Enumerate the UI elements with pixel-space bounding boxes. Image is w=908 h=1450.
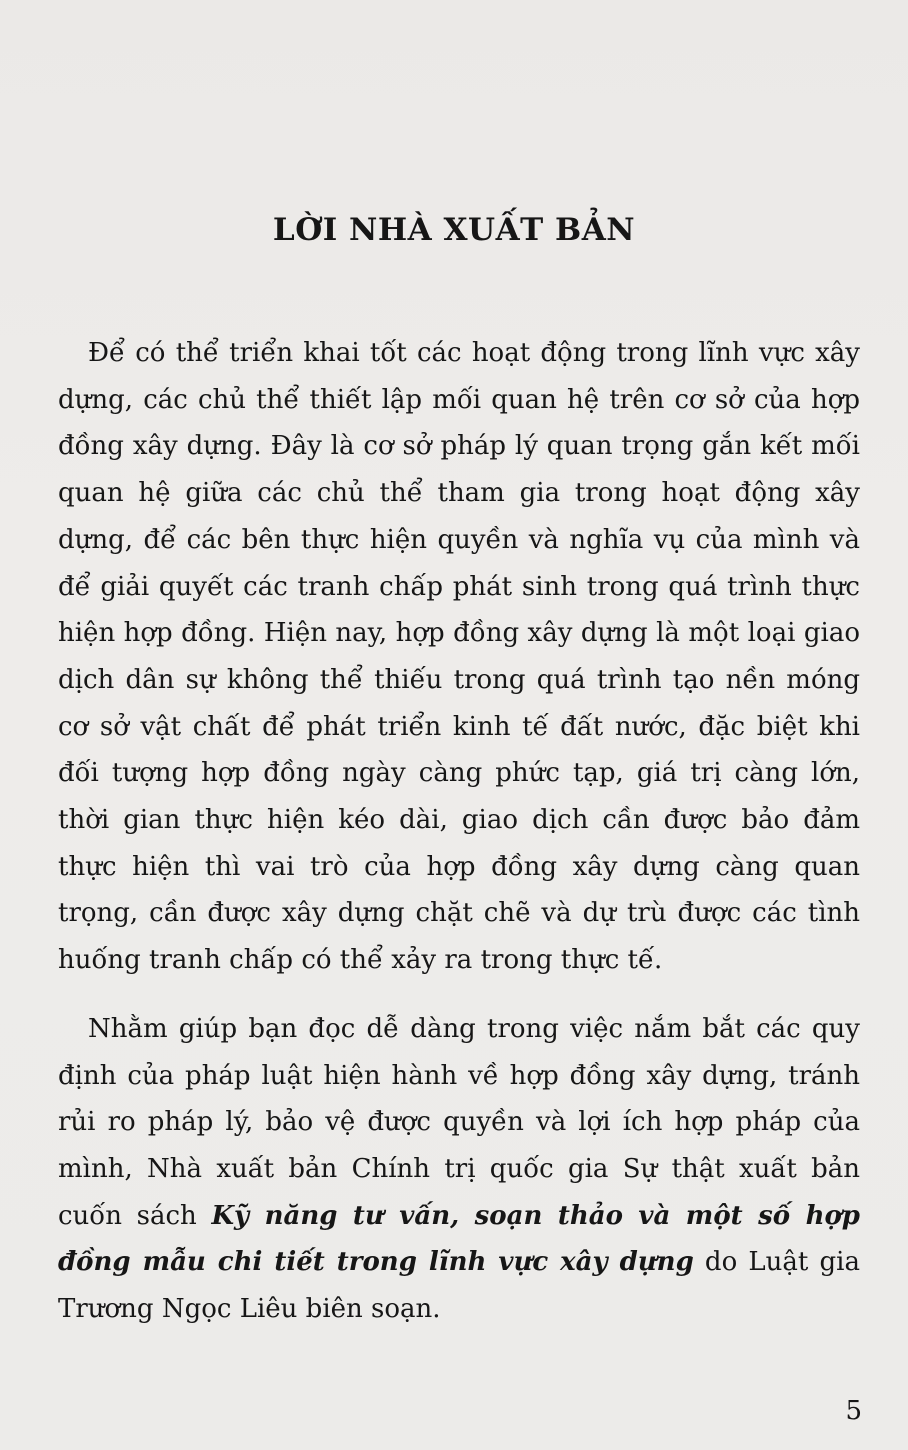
- paragraph-2-before: Nhằm giúp bạn đọc dễ dàng trong việc nắm bắt các quy định của pháp luật hiện hành về hợp đồng xây dựng, tránh rủi ro pháp lý, bảo vệ được quyền và lợi ích hợp pháp của mình, Nhà xuất bản Chính trị quốc gia Sự thật xuất bản cuốn sách: [58, 1013, 860, 1231]
- paragraph-2: [58, 1006, 860, 1333]
- paragraph-1: Để có thể triển khai tốt các hoạt động trong lĩnh vực xây dựng, các chủ thể thiết lập mối quan hệ trên cơ sở của hợp đồng xây dựng. Đây là cơ sở pháp lý quan trọng gắn kết mối quan hệ giữa các chủ thể tham gia trong hoạt động xây dựng, để các bên thực hiện quyền và nghĩa vụ của mình và để giải quyết các tranh chấp phát sinh trong quá trình thực hiện hợp đồng. Hiện nay, hợp đồng xây dựng là một loại giao dịch dân sự không thể thiếu trong quá trình tạo nền móng cơ sở vật chất để phát triển kinh tế đất nước, đặc biệt khi đối tượng hợp đồng ngày càng phức tạp, giá trị càng lớn, thời gian thực hiện kéo dài, giao dịch cần được bảo đảm thực hiện thì vai trò của hợp đồng xây dựng càng quan trọng, cần được xây dựng chặt chẽ và dự trù được các tình huống tranh chấp có thể xảy ra trong thực tế.: [58, 338, 860, 976]
- book-title-emphasis: Kỹ năng tư vấn, soạn thảo và một số hợp đồng mẫu chi tiết trong lĩnh vực xây dựng: [58, 1200, 860, 1278]
- page-title: LỜI NHÀ XUẤT BẢN: [272, 212, 636, 248]
- paragraph-2-after: do Luật gia Trương Ngọc Liêu biên soạn.: [58, 1247, 860, 1325]
- page-number: 5: [845, 1396, 862, 1426]
- body-text: [58, 330, 860, 1355]
